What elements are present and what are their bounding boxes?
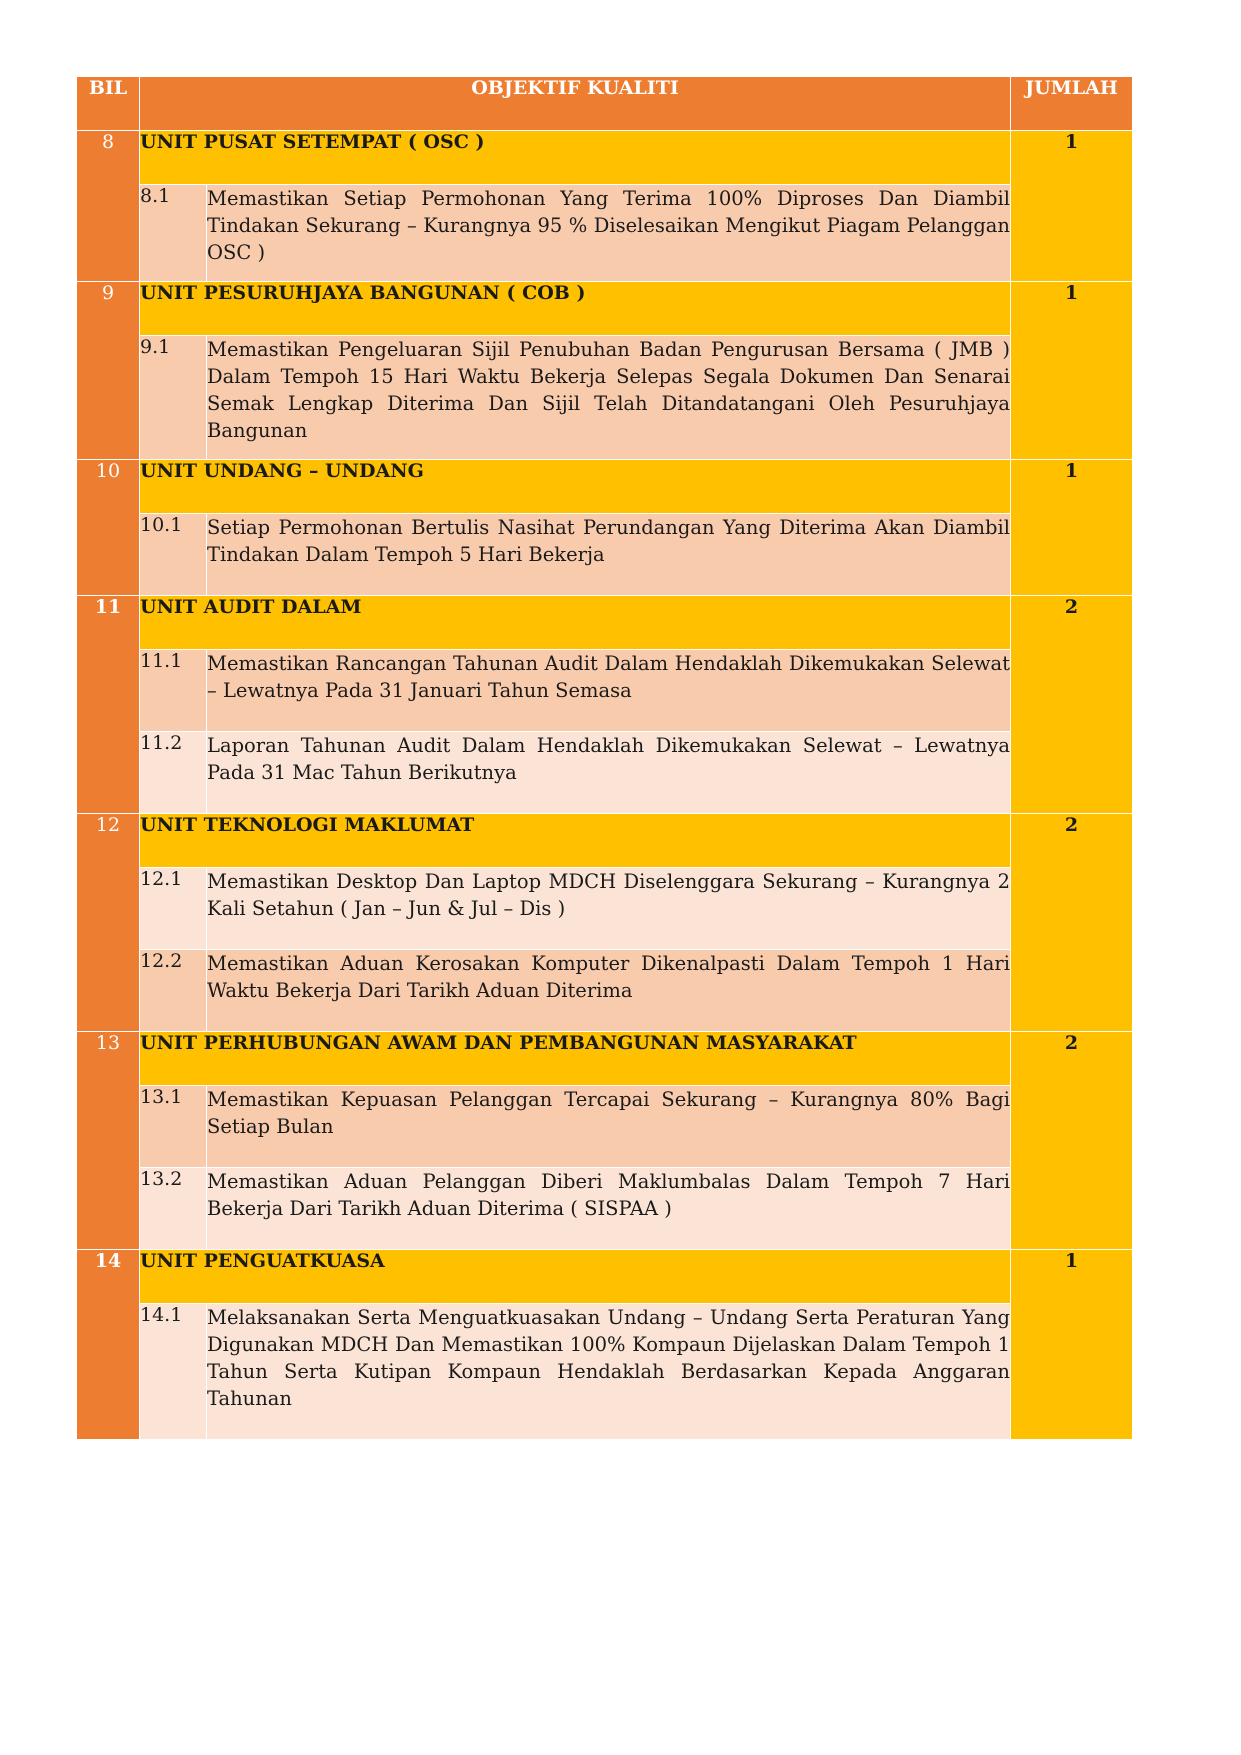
objective-number: 11.1 <box>140 650 207 732</box>
objective-text: Laporan Tahunan Audit Dalam Hendaklah Dikemukakan Selewat – Lewatnya Pada 31 Mac Tahun Berikutnya <box>207 732 1011 814</box>
objective-number: 11.2 <box>140 732 207 814</box>
section-row <box>77 596 1133 650</box>
section-title: UNIT PESURUHJAYA BANGUNAN ( COB ) <box>140 282 1011 336</box>
objective-number: 8.1 <box>140 185 207 282</box>
section-bil: 13 <box>77 1032 140 1250</box>
objective-text: Memastikan Aduan Pelanggan Diberi Maklumbalas Dalam Tempoh 7 Hari Bekerja Dari Tarikh Aduan Diterima ( SISPAA ) <box>207 1168 1011 1250</box>
section-row <box>77 1032 1133 1086</box>
section-title: UNIT PUSAT SETEMPAT ( OSC ) <box>140 131 1011 185</box>
section-bil: 10 <box>77 460 140 596</box>
header-bil: BIL <box>77 77 140 131</box>
section-title: UNIT TEKNOLOGI MAKLUMAT <box>140 814 1011 868</box>
header-jumlah: JUMLAH <box>1011 77 1133 131</box>
objective-row <box>77 950 1133 1032</box>
objective-text: Melaksanakan Serta Menguatkuasakan Undang – Undang Serta Peraturan Yang Digunakan MDCH Dan Memastikan 100% Kompaun Dijelaskan Dalam Tempoh 1 Tahun Serta Kutipan Kompaun Hendaklah Berdasarkan Kepada Anggaran Tahunan <box>207 1304 1011 1440</box>
objective-row <box>77 732 1133 814</box>
objective-row <box>77 868 1133 950</box>
objective-text: Setiap Permohonan Bertulis Nasihat Perundangan Yang Diterima Akan Diambil Tindakan Dalam Tempoh 5 Hari Bekerja <box>207 514 1011 596</box>
objective-text: Memastikan Desktop Dan Laptop MDCH Diselenggara Sekurang – Kurangnya 2 Kali Setahun ( Jan – Jun & Jul – Dis ) <box>207 868 1011 950</box>
objective-number: 10.1 <box>140 514 207 596</box>
section-jumlah: 2 <box>1011 1032 1133 1250</box>
objective-text: Memastikan Setiap Permohonan Yang Terima 100% Diproses Dan Diambil Tindakan Sekurang – Kurangnya 95 % Diselesaikan Mengikut Piagam Pelanggan OSC ) <box>207 185 1011 282</box>
section-title: UNIT UNDANG – UNDANG <box>140 460 1011 514</box>
objective-text: Memastikan Aduan Kerosakan Komputer Dikenalpasti Dalam Tempoh 1 Hari Waktu Bekerja Dari Tarikh Aduan Diterima <box>207 950 1011 1032</box>
section-row <box>77 460 1133 514</box>
section-bil: 9 <box>77 282 140 460</box>
section-row <box>77 282 1133 336</box>
section-jumlah: 2 <box>1011 596 1133 814</box>
objective-number: 13.2 <box>140 1168 207 1250</box>
section-row <box>77 131 1133 185</box>
section-jumlah: 1 <box>1011 131 1133 282</box>
objective-row <box>77 650 1133 732</box>
objective-text: Memastikan Pengeluaran Sijil Penubuhan Badan Pengurusan Bersama ( JMB ) Dalam Tempoh 15 Hari Waktu Bekerja Selepas Segala Dokumen Dan Senarai Semak Lengkap Diterima Dan Sijil Telah Ditandatangani Oleh Pesuruhjaya Bangunan <box>207 336 1011 460</box>
quality-objectives-table <box>76 76 1133 1440</box>
section-bil: 11 <box>77 596 140 814</box>
header-objektif: OBJEKTIF KUALITI <box>140 77 1011 131</box>
objective-row <box>77 185 1133 282</box>
objective-number: 14.1 <box>140 1304 207 1440</box>
section-bil: 8 <box>77 131 140 282</box>
objective-row <box>77 336 1133 460</box>
objective-number: 12.1 <box>140 868 207 950</box>
section-row <box>77 814 1133 868</box>
objective-text: Memastikan Kepuasan Pelanggan Tercapai Sekurang – Kurangnya 80% Bagi Setiap Bulan <box>207 1086 1011 1168</box>
section-jumlah: 2 <box>1011 814 1133 1032</box>
section-jumlah: 1 <box>1011 282 1133 460</box>
objective-row <box>77 1304 1133 1440</box>
section-jumlah: 1 <box>1011 1250 1133 1440</box>
section-bil: 12 <box>77 814 140 1032</box>
objective-row <box>77 1086 1133 1168</box>
objective-row <box>77 1168 1133 1250</box>
objective-number: 9.1 <box>140 336 207 460</box>
objective-number: 13.1 <box>140 1086 207 1168</box>
section-bil: 14 <box>77 1250 140 1440</box>
section-jumlah: 1 <box>1011 460 1133 596</box>
section-row <box>77 1250 1133 1304</box>
section-title: UNIT AUDIT DALAM <box>140 596 1011 650</box>
table-header-row <box>77 77 1133 131</box>
section-title: UNIT PERHUBUNGAN AWAM DAN PEMBANGUNAN MASYARAKAT <box>140 1032 1011 1086</box>
objective-number: 12.2 <box>140 950 207 1032</box>
section-title: UNIT PENGUATKUASA <box>140 1250 1011 1304</box>
objective-row <box>77 514 1133 596</box>
objective-text: Memastikan Rancangan Tahunan Audit Dalam Hendaklah Dikemukakan Selewat – Lewatnya Pada 31 Januari Tahun Semasa <box>207 650 1011 732</box>
